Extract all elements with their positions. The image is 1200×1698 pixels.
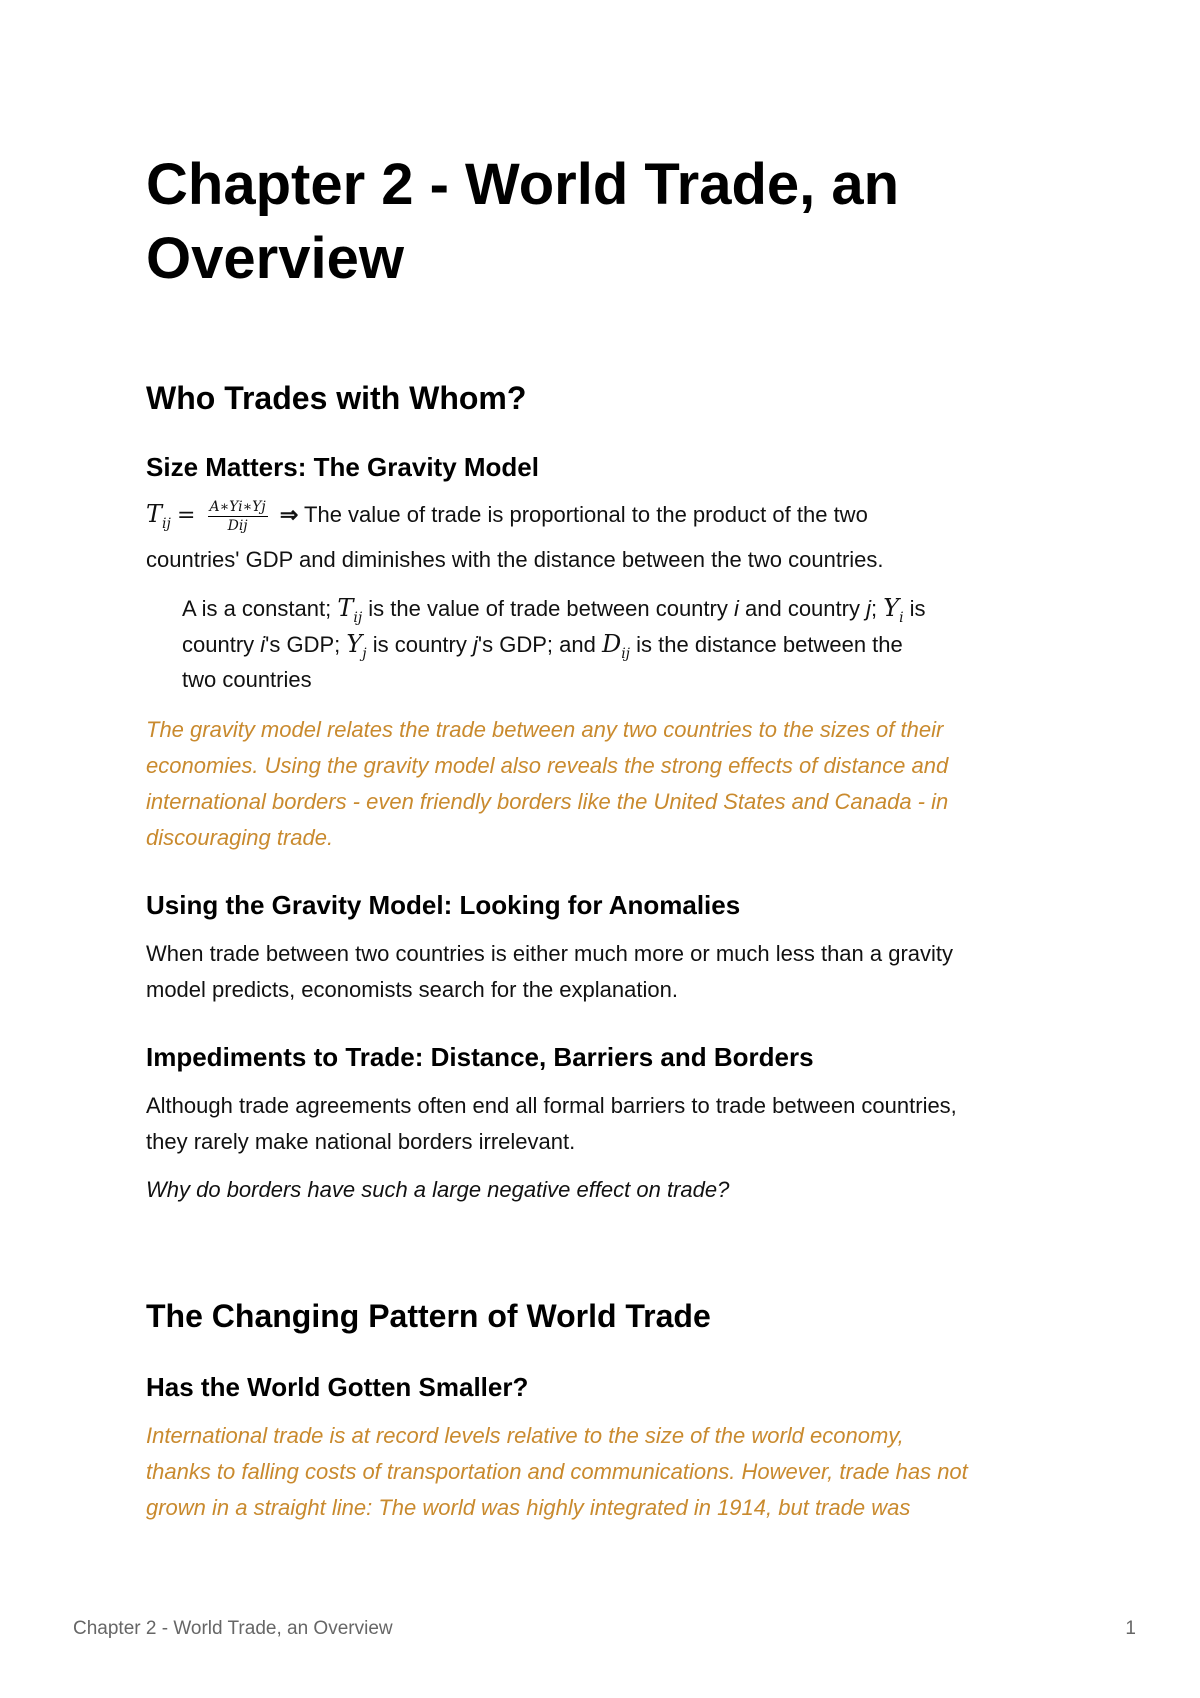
- gravity-note-line-4: discouraging trade.: [146, 825, 334, 850]
- page-number: 1: [1125, 1618, 1136, 1639]
- footer-title: Chapter 2 - World Trade, an Overview: [73, 1618, 393, 1639]
- gravity-note-line-3: international borders - even friendly borders like the United States and Canada - in: [146, 789, 949, 814]
- formula-fraction: $\frac{A∗Yi∗Yj}{\text{Dij}}$: [209, 498, 266, 534]
- section-heading-changing-pattern: The Changing Pattern of World Trade: [146, 1298, 711, 1334]
- definition-line-1: A is a constant; $T_{ij}$ is the value of trade between country i and country j; $Y_i$ is: [182, 594, 926, 626]
- implies-arrow: ⇒: [279, 502, 299, 527]
- borders-question: Why do borders have such a large negative effect on trade?: [146, 1177, 730, 1202]
- subheading-anomalies: Using the Gravity Model: Looking for Anomalies: [146, 890, 741, 920]
- subheading-gravity-model: Size Matters: The Gravity Model: [146, 452, 539, 482]
- anomalies-line-1: When trade between two countries is either much more or much less than a gravity: [146, 941, 954, 966]
- definition-line-3: two countries: [182, 667, 312, 692]
- anomalies-line-2: model predicts, economists search for the explanation.: [146, 977, 678, 1002]
- formula-text-line-2: countries' GDP and diminishes with the distance between the two countries.: [146, 547, 884, 572]
- world-smaller-note-line-1: International trade is at record levels relative to the size of the world economy,: [146, 1423, 904, 1448]
- world-smaller-note-line-3: grown in a straight line: The world was highly integrated in 1914, but trade was: [146, 1495, 911, 1520]
- impediments-line-1: Although trade agreements often end all formal barriers to trade between countries,: [146, 1093, 957, 1118]
- gravity-note-line-2: economies. Using the gravity model also reveals the strong effects of distance and: [146, 753, 949, 778]
- section-heading-who-trades: Who Trades with Whom?: [146, 380, 527, 416]
- formula-lhs: $T_{ij}$: [146, 500, 171, 532]
- impediments-line-2: they rarely make national borders irrelevant.: [146, 1129, 576, 1154]
- subheading-world-smaller: Has the World Gotten Smaller?: [146, 1372, 529, 1402]
- subheading-impediments: Impediments to Trade: Distance, Barriers and Borders: [146, 1042, 814, 1072]
- chapter-title: Chapter 2 - World Trade, an Overview: [146, 152, 900, 291]
- gravity-note-line-1: The gravity model relates the trade between any two countries to the sizes of their: [146, 717, 944, 742]
- world-smaller-note-line-2: thanks to falling costs of transportation and communications. However, trade has not: [146, 1459, 968, 1484]
- gravity-formula-line: $T_{ij}$ = $\frac{A∗Yi∗Yj}{\text{Dij}}$ ⇒ The value of trade is proportional to the product of the two: [146, 498, 868, 534]
- definition-line-2: country i's GDP; $Y_j$ is country j's GDP; and $D_{ij}$ is the distance between the: [182, 630, 903, 662]
